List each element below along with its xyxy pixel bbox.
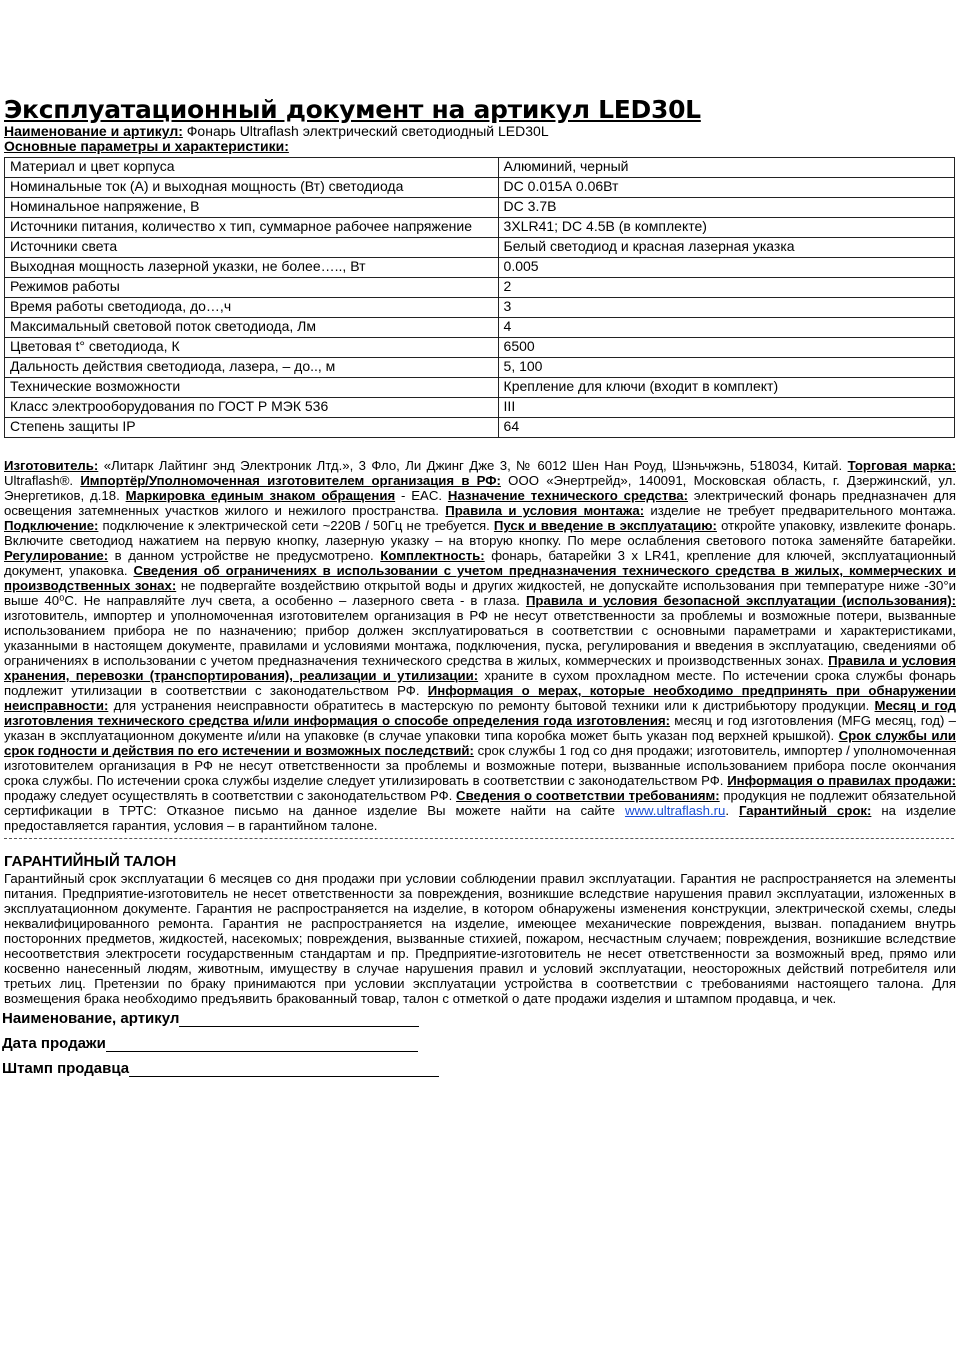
- param-value: 3: [498, 298, 954, 318]
- name-label: Наименование и артикул:: [4, 123, 183, 139]
- param-value: 2: [498, 278, 954, 298]
- param-row: [5, 398, 955, 418]
- param-value: 4: [498, 318, 954, 338]
- param-name: Материал и цвет корпуса: [5, 158, 499, 178]
- param-row: [5, 238, 955, 258]
- param-row: [5, 218, 955, 238]
- name-line: [4, 124, 960, 139]
- params-heading: Основные параметры и характеристики:: [4, 138, 289, 154]
- param-row: [5, 278, 955, 298]
- section-heading: Назначение технического средства:: [447, 488, 689, 503]
- param-name: Степень защиты IP: [5, 418, 499, 438]
- param-row: [5, 298, 955, 318]
- param-value: Алюминий, черный: [498, 158, 954, 178]
- section-heading: Информация о мерах, которые необходимо предпринять при обнаружении неисправности:: [4, 683, 956, 713]
- section-heading: Подключение:: [4, 518, 99, 533]
- param-row: [5, 318, 955, 338]
- param-name: Выходная мощность лазерной указки, не более….., Вт: [5, 258, 499, 278]
- param-row: [5, 178, 955, 198]
- param-row: [5, 358, 955, 378]
- section-heading: Правила и условия монтажа:: [445, 503, 645, 518]
- section-text: продажу следует осуществлять в соответствии с законодательством РФ.: [4, 788, 457, 803]
- signature-label: Штамп продавца: [2, 1060, 130, 1077]
- param-value: 64: [498, 418, 954, 438]
- section-heading: Сведения об ограничениях в использовании с учетом предназначения технического средства в жилых, коммерческих и производственных зонах:: [4, 563, 956, 593]
- info-paragraph: Изготовитель: «Литарк Лайтинг энд Электроник Лтд.», 3 Фло, Ли Джинг Дже 3, № 6012 Шен Нан Роуд, Шэньчжэнь, 518034, Китай. Торговая марка: Ultraflash®. Импортёр/Уполномоченная изготовителем организация в РФ: ООО «Энертрейд», 140091, Московская область, г. Дзержинский, ул. Энергетиков, д.18. Маркировка единым знаком обращения - EAC. Назначение технического средства: электрический фонарь предназначен для освещения затемненных участков жилого и нежилого пространства. Правила и условия монтажа: изделие не требует предварительного монтажа. Подключение: подключение к электрической сети ~220В / 50Гц не требуется. Пуск и введение в эксплуатацию: откройте упаковку, извлеките фонарь. Включите светодиод нажатием на первую кнопку, лазерную указку – на вторую кнопку. По мере ослабления светового потока заменяйте батарейки. Регулирование: в данном устройстве не предусмотрено. Комплектность: фонарь, батарейки 3 х LR41, крепление для ключей, эксплуатационный документ, упаковка. Сведения об ограничениях в использовании с учетом предназначения технического средства в жилых, коммерческих и производственных зонах: не подвергайте воздействию открытой воды и других жидкостей, не допускайте использования при температуре ниже -30°и выше 40⁰С. Не направляйте луч света, а особенно – лазерного света - в глаза. Правила и условия безопасной эксплуатации (использования): изготовитель, импортер и уполномоченная изготовителем организация в РФ не несут ответственности за проблемы и возможные потери, вызванные использованием прибора не по назначению; прибор должен эксплуатироваться в соответствии с основными параметрами и характеристиками, указанными в настоящем документе, правилами и условиями монтажа, подключения, пуска, регулирования и введения в эксплуатацию, сведениями об ограничениях в использовании с учетом предназначения технического средства в жилых, коммерческих и производственных зонах. Правила и условия хранения, перевозки (транспортирования), реализации и утилизации: храните в сухом прохладном месте. По истечении срока службы фонарь подлежит утилизации в соответствии с законодательством РФ. Информация о мерах, которые необходимо предпринять при обнаружении неисправности: для устранения неисправности обратитесь в мастерскую по ремонту бытовой техники или к дистрибьютору продукции. Месяц и год изготовления технического средства и/или информация о способе определения года изготовления: месяц и год изготовления (MFG месяц, год) – указан в эксплуатационном документе и/или на упаковке (в случае упаковки типа коробка может быть указан под верхней крышкой). Срок службы или срок годности и действия по его истечении и возможных последствий: срок службы 1 год со дня продажи; изготовитель, импортер / уполномоченная изготовителем организация в РФ не несут ответственности за проблемы и возможные потери, вызванные использованием прибора после окончания срока службы. По истечении срока службы изделие следует утилизировать в соответствии с законодательством РФ. Информация о правилах продажи: продажу следует осуществлять в соответствии с законодательством РФ. Сведения о соответствии требованиям: продукция не подлежит обязательной сертификации в ТРТС: Отказное письмо на данное изделие Вы можете найти на сайте www.ultraflash.ru. Гарантийный срок: на изделие предоставляется гарантия, условия – в гарантийном талоне.: [4, 458, 957, 833]
- signature-blank-line[interactable]: [106, 1037, 418, 1052]
- section-heading: Информация о правилах продажи:: [727, 773, 956, 788]
- param-row: [5, 418, 955, 438]
- signature-label: Дата продажи: [2, 1035, 106, 1052]
- param-name: Номинальное напряжение, В: [5, 198, 499, 218]
- section-text: подключение к электрической сети ~220В / 50Гц не требуется.: [98, 518, 494, 533]
- signature-blank-line[interactable]: [179, 1012, 419, 1027]
- param-value: Крепление для ключи (входит в комплект): [498, 378, 954, 398]
- param-name: Режимов работы: [5, 278, 499, 298]
- param-row: [5, 158, 955, 178]
- param-value: 0.005: [498, 258, 954, 278]
- params-table: [4, 157, 955, 438]
- signature-field: [2, 1010, 960, 1027]
- param-row: [5, 258, 955, 278]
- section-text: месяц и год изготовления (MFG месяц, год) – указан в эксплуатационном документе и/или на упаковке (в случае упаковки типа коробка может быть указан под верхней крышкой).: [4, 713, 956, 743]
- section-heading: Регулирование:: [4, 548, 109, 563]
- param-name: Технические возможности: [5, 378, 499, 398]
- param-value: DC 3.7В: [498, 198, 954, 218]
- section-heading: Импортёр/Уполномоченная изготовителем организация в РФ:: [80, 473, 501, 488]
- param-row: [5, 198, 955, 218]
- section-heading: Гарантийный срок:: [738, 803, 872, 818]
- section-text: «Литарк Лайтинг энд Электроник Лтд.», 3 Фло, Ли Джинг Дже 3, № 6012 Шен Нан Роуд, Шэньчжэнь, 518034, Китай.: [98, 458, 848, 473]
- signature-label: Наименование, артикул: [2, 1010, 180, 1027]
- section-text: в данном устройстве не предусмотрено.: [108, 548, 381, 563]
- section-heading: Пуск и введение в эксплуатацию:: [493, 518, 717, 533]
- section-heading: Маркировка единым знаком обращения: [125, 488, 396, 503]
- section-text: продукция не подлежит обязательной сертификации в ТРТС: Отказное письмо на данное изделие Вы можете найти на сайте: [4, 788, 956, 818]
- param-name: Максимальный световой поток светодиода, Лм: [5, 318, 499, 338]
- section-text: на изделие предоставляется гарантия, условия – в гарантийном талоне.: [4, 803, 956, 833]
- param-value: DC 0.015А 0.06Вт: [498, 178, 954, 198]
- param-row: [5, 378, 955, 398]
- section-text: электрический фонарь предназначен для освещения затемненных участков жилого и нежилого пространства.: [4, 488, 956, 518]
- param-name: Номинальные ток (А) и выходная мощность (Вт) светодиода: [5, 178, 499, 198]
- section-text: - EAC.: [395, 488, 448, 503]
- param-name: Источники света: [5, 238, 499, 258]
- section-heading: Комплектность:: [380, 548, 485, 563]
- param-value: III: [498, 398, 954, 418]
- section-text: ООО «Энертрейд», 140091, Московская область, г. Дзержинский, ул. Энергетиков, д.18.: [4, 473, 956, 503]
- section-text: для устранения неисправности обратитесь в мастерскую по ремонту бытовой техники или к дистрибьютору продукции.: [108, 698, 875, 713]
- param-value: 3XLR41; DC 4.5В (в комплекте): [498, 218, 954, 238]
- param-name: Класс электрооборудования по ГОСТ Р МЭК 536: [5, 398, 499, 418]
- param-value: 5, 100: [498, 358, 954, 378]
- section-heading: Изготовитель:: [4, 458, 99, 473]
- signature-field: [2, 1035, 960, 1052]
- section-text: откройте упаковку, извлеките фонарь. Включите светодиод нажатием на первую кнопку, лазерную указку – на вторую кнопку. По мере ослабления светового потока заменяйте батарейки.: [4, 518, 956, 548]
- section-heading: Месяц и год изготовления технического средства и/или информация о способе определения года изготовления:: [4, 698, 956, 728]
- section-text: срок службы 1 год со дня продажи; изготовитель, импортер / уполномоченная изготовителем организация в РФ не несут ответственности за проблемы и возможные потери, вызванные использованием прибора после окончания срока службы. По истечении срока службы изделие следует утилизировать в соответствии с законодательством РФ.: [4, 743, 956, 788]
- param-value: 6500: [498, 338, 954, 358]
- name-value: Фонарь Ultraflash электрический светодиодный LED30L: [182, 123, 549, 139]
- section-heading: Торговая марка:: [847, 458, 956, 473]
- param-name: Источники питания, количество х тип, суммарное рабочее напряжение: [5, 218, 499, 238]
- cut-line: [4, 838, 954, 839]
- site-link[interactable]: www.ultraflash.ru: [624, 803, 726, 818]
- signature-field: [2, 1060, 960, 1077]
- section-heading: Сведения о соответствии требованиям:: [456, 788, 720, 803]
- warranty-text: Гарантийный срок эксплуатации 6 месяцев со дня продажи при условии соблюдении правил эксплуатации. Гарантия не распространяется на элементы питания. Предприятие-изготовитель не несет ответственности за повреждения, возникшие вследствие нарушения правил эксплуатации, изложенных в эксплуатационном документе. Гарантия не распространяется на изделие, в котором обнаружены изменения конструкции, электрической схемы, следы неквалифицированного ремонта. Гарантия не распространяется на изделие, имеющее механические повреждения, вызван. попаданием внутрь посторонних предметов, жидкостей, насекомых; повреждения, вызванные стихией, пожаром, несчастным случаем; повреждения, возникшие вследствие несоответствия электросети государственным стандартам и пр. Предприятие-изготовитель не несет ответственности за возможный вред, прямо или косвенно нанесенный людям, животным, имуществу в случае нарушения правил и условий эксплуатации, неосторожных действий потребителя или третьих лиц. Претензии по браку принимаются при условии эксплуатации устройства в соответствии с требованиями настоящего талона. Для возмещения брака необходимо предъявить бракованный товар, талон с отметкой о дате продажи изделия и штампом продавца, и чек.: [4, 871, 956, 1006]
- section-text: изготовитель, импортер и уполномоченная изготовителем организация в РФ не несут ответственности за проблемы и возможные потери, вызванные использованием прибора не по назначению; прибор должен эксплуатироваться в соответствии с основными параметрами и характеристиками, указанными в настоящем документе, правилами и условиями монтажа, подключения, пуска, регулирования и введения в эксплуатацию, сведениями об ограничениях в использовании с учетом предназначения технического средства в жилых, коммерческих и производственных зонах.: [4, 608, 956, 668]
- section-text: не подвергайте воздействию открытой воды и других жидкостей, не допускайте использования при температуре ниже -30°и выше 40⁰С. Не направляйте луч света, а особенно – лазерного света - в глаза.: [4, 578, 956, 608]
- document-title: Эксплуатационный документ на артикул LED30L: [4, 95, 701, 124]
- param-name: Время работы светодиода, до…,ч: [5, 298, 499, 318]
- section-text: Ultraflash®.: [4, 473, 81, 488]
- section-text: изделие не требует предварительного монтажа.: [644, 503, 956, 518]
- section-text: храните в сухом прохладном месте. По истечении срока службы фонарь подлежит утилизации в соответствии с законодательством РФ.: [4, 668, 957, 698]
- section-heading: Срок службы или срок годности и действия по его истечении и возможных последствий:: [4, 728, 956, 758]
- section-text: фонарь, батарейки 3 х LR41, крепление для ключей, эксплуатационный документ, упаковка.: [4, 548, 956, 578]
- section-heading: Правила и условия хранения, перевозки (транспортирования), реализации и утилизации:: [4, 653, 956, 683]
- document: [0, 96, 960, 1077]
- param-row: [5, 338, 955, 358]
- param-name: Цветовая t° светодиода, К: [5, 338, 499, 358]
- param-value: Белый светодиод и красная лазерная указка: [498, 238, 954, 258]
- warranty-title: ГАРАНТИЙНЫЙ ТАЛОН: [4, 853, 177, 870]
- signature-blank-line[interactable]: [129, 1062, 439, 1077]
- param-name: Дальность действия светодиода, лазера, – до.., м: [5, 358, 499, 378]
- section-heading: Правила и условия безопасной эксплуатации (использования):: [525, 593, 957, 608]
